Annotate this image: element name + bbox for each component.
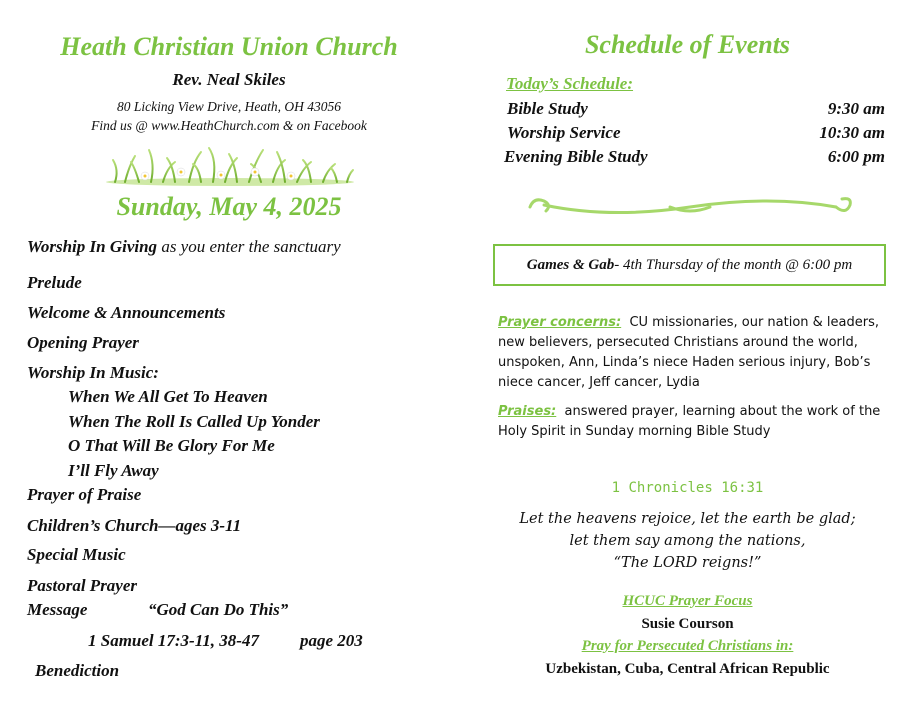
schedule-event: Worship Service bbox=[507, 123, 621, 142]
song-item: I’ll Fly Away bbox=[68, 461, 159, 480]
persecuted-countries: Uzbekistan, Cuba, Central African Republic bbox=[545, 661, 830, 677]
verse-line: “The LORD reigns!” bbox=[613, 555, 762, 571]
order-benediction: Benediction bbox=[35, 661, 120, 680]
scripture-reference: 1 Samuel 17:3-11, 38-47 bbox=[88, 631, 259, 650]
swirl-divider-ornament bbox=[520, 193, 860, 221]
schedule-time: 9:30 am bbox=[827, 99, 885, 118]
prayer-concerns-text: CU missionaries, our nation & leaders, new believers, persecuted Christians around the world, unspoken, Ann, Linda’s niece Haden serious injury, Bob’s niece cancer, Jeff cancer, Lydia bbox=[498, 315, 880, 390]
praises bbox=[498, 402, 890, 442]
scripture-page: page 203 bbox=[300, 631, 363, 650]
games-label: Games & Gab bbox=[526, 257, 615, 273]
prayer-concerns-label: Prayer concerns: bbox=[498, 315, 622, 330]
order-pastoral-prayer: Pastoral Prayer bbox=[27, 576, 138, 595]
verse-reference: 1 Chronicles 16:31 bbox=[611, 480, 764, 496]
games-note: - 4th Thursday of the month @ 6:00 pm bbox=[614, 257, 853, 273]
order-message-label: Message bbox=[27, 600, 88, 619]
church-address-block bbox=[0, 97, 458, 135]
order-worship-music: Worship In Music: bbox=[27, 363, 159, 382]
persecuted-label: Pray for Persecuted Christians in: bbox=[581, 638, 794, 654]
prayer-focus-label: HCUC Prayer Focus bbox=[622, 593, 753, 609]
praises-text: answered prayer, learning about the work of the Holy Spirit in Sunday morning Bible Study bbox=[498, 404, 881, 439]
order-prayer-of-praise: Prayer of Praise bbox=[27, 485, 142, 504]
song-item: O That Will Be Glory For Me bbox=[68, 436, 275, 455]
church-address: 80 Licking View Drive, Heath, OH 43056 bbox=[117, 99, 341, 114]
service-date: Sunday, May 4, 2025 bbox=[116, 192, 342, 221]
order-welcome: Welcome & Announcements bbox=[27, 303, 226, 322]
worship-in-giving bbox=[27, 237, 341, 257]
order-opening-prayer: Opening Prayer bbox=[27, 333, 139, 352]
verse-line: let them say among the nations, bbox=[569, 533, 806, 549]
pastor-name: Rev. Neal Skiles bbox=[172, 70, 286, 89]
giving-label: Worship In Giving bbox=[27, 237, 158, 256]
order-special-music: Special Music bbox=[27, 545, 126, 564]
song-item: When We All Get To Heaven bbox=[68, 387, 268, 406]
verse-text bbox=[460, 508, 915, 574]
schedule-title: Schedule of Events bbox=[584, 30, 791, 59]
order-prelude: Prelude bbox=[27, 273, 82, 292]
church-name: Heath Christian Union Church bbox=[60, 32, 398, 61]
schedule-event: Bible Study bbox=[507, 99, 588, 118]
games-and-gab-box bbox=[493, 244, 886, 286]
message-title: “God Can Do This” bbox=[148, 600, 289, 619]
praises-label: Praises: bbox=[498, 404, 557, 419]
prayer-focus-name: Susie Courson bbox=[641, 616, 734, 632]
schedule-event: Evening Bible Study bbox=[504, 147, 648, 166]
schedule-time: 6:00 pm bbox=[827, 147, 885, 166]
grass-flowers-illustration bbox=[105, 142, 355, 186]
church-web: Find us @ www.HeathChurch.com & on Facebook bbox=[91, 118, 367, 133]
song-item: When The Roll Is Called Up Yonder bbox=[68, 412, 320, 431]
prayer-concerns bbox=[498, 313, 890, 393]
giving-note: as you enter the sanctuary bbox=[161, 237, 341, 256]
schedule-time: 10:30 am bbox=[819, 123, 885, 142]
verse-line: Let the heavens rejoice, let the earth be glad; bbox=[519, 511, 856, 527]
order-childrens-church: Children’s Church—ages 3-11 bbox=[27, 516, 242, 535]
today-schedule-label: Today’s Schedule: bbox=[506, 74, 634, 93]
